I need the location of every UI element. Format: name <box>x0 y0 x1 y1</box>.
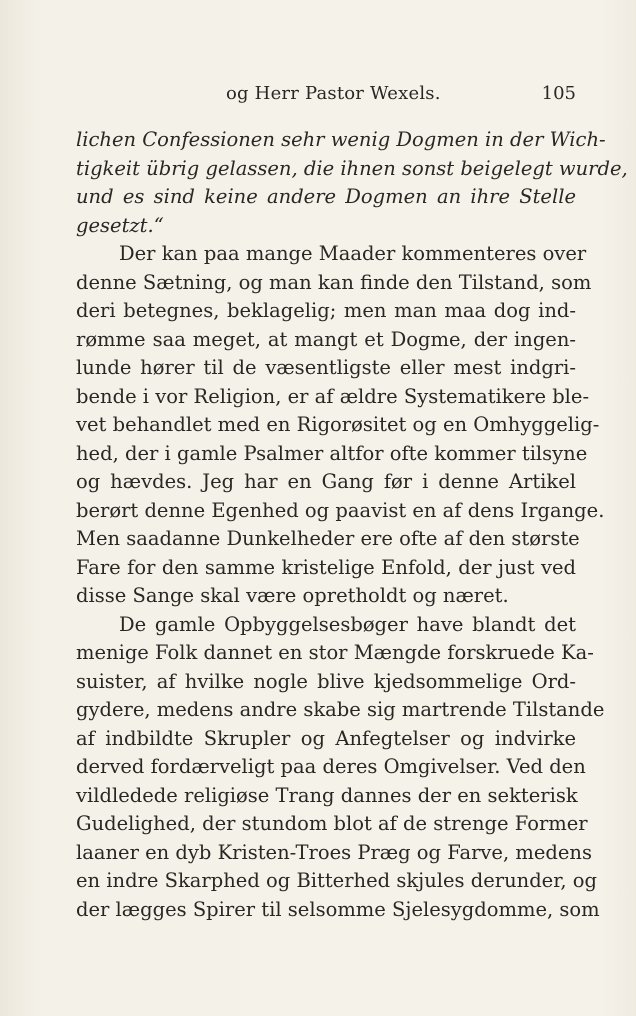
page-header <box>76 83 576 109</box>
text-line: menige Folk dannet en stor Mængde forskruede Ka- <box>76 641 594 664</box>
text-line: deri betegnes, beklagelig; men man maa dog ind- <box>76 299 576 322</box>
text-line: der lægges Spirer til selsomme Sjelesygdomme, som <box>76 897 600 921</box>
text-line: disse Sange skal være opretholdt og næret. <box>76 584 509 607</box>
text-line: Gudelighed, der stundom blot af de strenge Former <box>76 812 588 835</box>
text-line: bende i vor Religion, er af ældre Systematikere ble- <box>76 384 590 408</box>
text-line: Fare for den samme kristelige Enfold, der just ved <box>76 555 576 579</box>
text-line: derved fordærveligt paa deres Omgivelser. Ved den <box>76 755 586 778</box>
text-line: Der kan paa mange Maader kommenteres over <box>119 242 587 265</box>
text-line: denne Sætning, og man kan finde den Tilstand, som <box>76 270 592 294</box>
text-line: og hævdes. Jeg har en Gang før i denne Artikel <box>76 470 576 493</box>
text-line: suister, af hvilke nogle blive kjedsommelige Ord- <box>76 669 576 693</box>
text-line: vet behandlet med en Rigorøsitet og en Omhyggelig- <box>76 413 600 436</box>
running-title: og Herr Pastor Wexels. <box>226 83 441 104</box>
text-line: laaner en dyb Kristen-Troes Præg og Farve, medens <box>76 840 592 864</box>
text-line: lunde hører til de væsentligste eller mest indgri- <box>76 356 576 379</box>
text-line: af indbildte Skrupler og Anfegtelser og indvirke <box>76 726 576 750</box>
text-line: Men saadanne Dunkelheder ere ofte af den største <box>76 527 580 550</box>
page-number: 105 <box>541 83 576 104</box>
text-line: vildledede religiøse Trang dannes der en sekterisk <box>76 783 578 807</box>
text-line: tigkeit übrig gelassen, die ihnen sonst beigelegt wurde, <box>76 156 628 180</box>
text-line: gydere, medens andre skabe sig martrende Tilstande <box>76 698 605 721</box>
text-line: gesetzt.“ <box>76 213 164 237</box>
text-line: en indre Skarphed og Bitterhed skjules derunder, og <box>76 869 598 892</box>
text-line: hed, der i gamle Psalmer altfor ofte kommer tilsyne <box>76 441 588 465</box>
text-line: lichen Confessionen sehr wenig Dogmen in der Wich- <box>76 128 606 151</box>
text-line: und es sind keine andere Dogmen an ihre Stelle <box>76 185 576 208</box>
text-line: berørt denne Egenhed og paavist en af dens Irgange. <box>76 498 605 522</box>
text-line: De gamle Opbyggelsesbøger have blandt det <box>119 612 576 636</box>
body-text <box>76 126 628 924</box>
text-line: rømme saa meget, at mangt et Dogme, der ingen- <box>76 327 576 351</box>
